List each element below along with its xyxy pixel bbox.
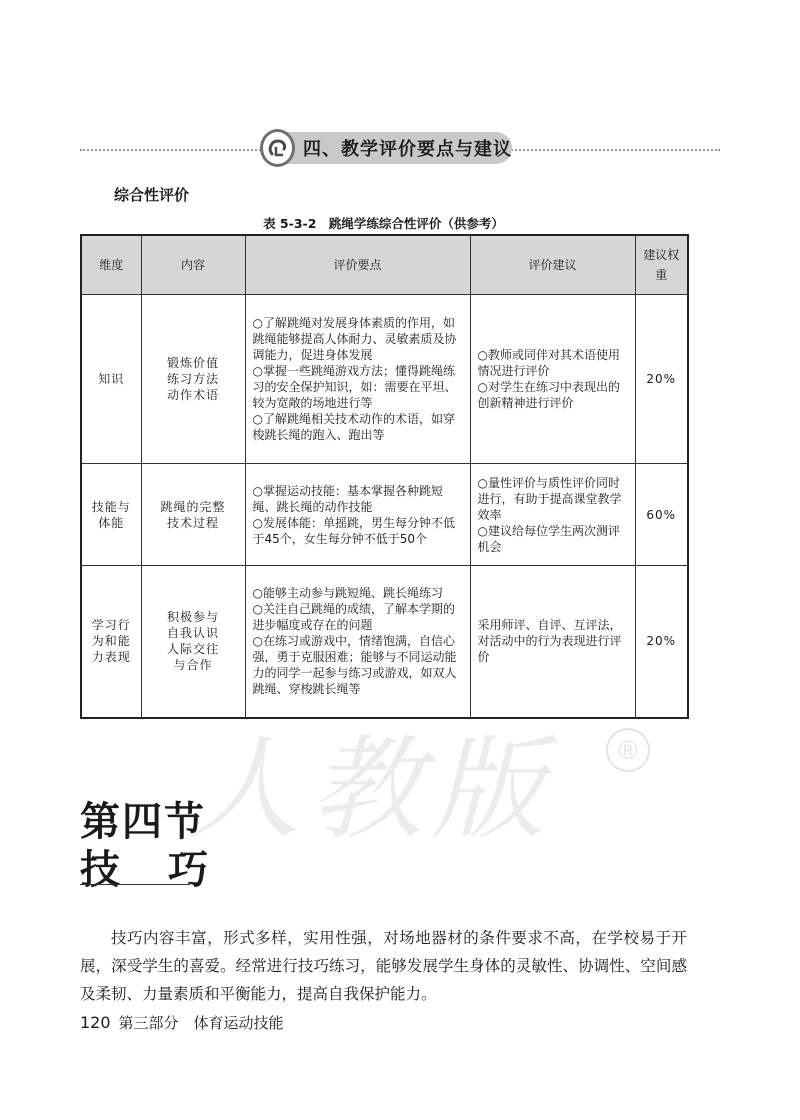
dimension-cell <box>81 566 141 718</box>
content-line: 跳绳的完整 <box>160 499 226 514</box>
dimension-line: 体能 <box>98 515 125 530</box>
section-heading-banner <box>264 132 512 164</box>
point-item: ○发展体能：单摇跳，男生每分钟不低于45个，女生每分钟不低于50个 <box>252 515 455 546</box>
dimension-line: 为和能 <box>91 634 131 649</box>
point-item: ○能够主动参与跳短绳、跳长绳练习 <box>252 586 443 601</box>
point-item: ○了解跳绳对发展身体素质的作用，如跳绳能够提高人体耐力、灵敏素质及协调能力，促进身体发展 <box>252 316 457 362</box>
table-row <box>81 295 688 464</box>
weight-value: 60% <box>646 507 677 522</box>
point-item: ○了解跳绳相关技术动作的术语，如穿梭跳长绳的跑入、跑出等 <box>252 412 455 442</box>
content-line: 技术过程 <box>166 515 219 530</box>
weight-cell <box>635 295 688 464</box>
table-row <box>81 566 688 718</box>
publisher-watermark: 人教版 <box>188 725 554 855</box>
suggestion-item: ○建议给每位学生两次测评机会 <box>477 523 620 554</box>
section-label: 综合性评价 <box>114 186 190 204</box>
table-caption: 表 5-3-2 跳绳学练综合性评价（供参考） <box>263 216 504 231</box>
dimension-line: 学习行 <box>91 618 131 633</box>
suggestion-item: 采用师评、自评、互评法，对活动中的行为表现进行评价 <box>477 618 622 665</box>
column-header: 维度 <box>81 235 141 295</box>
column-header: 评价建议 <box>470 235 635 295</box>
content-cell <box>141 295 245 464</box>
weight-cell <box>635 566 688 718</box>
suggestions-cell <box>470 295 635 464</box>
content-cell <box>141 464 245 566</box>
point-item: ○掌握一些跳绳游戏方法；懂得跳绳练习的安全保护知识，如：需要在平坦、较为宽敞的场地进行等 <box>252 364 457 410</box>
body-paragraph: 技巧内容丰富，形式多样，实用性强，对场地器材的条件要求不高，在学校易于开展，深受学生的喜爱。经常进行技巧练习，能够发展学生身体的灵敏性、协调性、空间感及柔韧、力量素质和平衡能力，提高自我保护能力。 <box>80 928 687 1003</box>
suggestions-cell <box>470 464 635 566</box>
point-item: ○在练习或游戏中，情绪饱满，自信心强，勇于克服困难；能够与不同运动能力的同学一起参与练习或游戏，如双人跳绳、穿梭跳长绳等 <box>252 634 457 697</box>
dimension-cell <box>81 464 141 566</box>
content-line: 自我认识 <box>166 626 219 641</box>
point-item: ○掌握运动技能：基本掌握各种跳短绳、跳长绳的动作技能 <box>252 483 443 514</box>
dimension-cell <box>81 295 141 464</box>
textbook-logo-icon <box>260 129 295 167</box>
content-cell <box>141 566 245 718</box>
suggestion-item: ○教师或同伴对其术语使用情况进行评价 <box>477 348 620 378</box>
column-header: 内容 <box>141 235 245 295</box>
part-title: 第三部分 体育运动技能 <box>118 1014 284 1032</box>
weight-value: 20% <box>646 634 677 649</box>
weight-cell <box>635 464 688 566</box>
section-number: 第四节 <box>80 798 206 845</box>
suggestions-cell <box>470 566 635 718</box>
points-cell <box>245 295 470 464</box>
section-heading-title: 四、教学评价要点与建议 <box>303 139 512 160</box>
content-line: 与合作 <box>173 658 213 673</box>
evaluation-table <box>80 234 689 719</box>
column-header: 评价要点 <box>245 235 470 295</box>
content-line: 动作术语 <box>166 388 219 402</box>
section-title: 技巧 <box>80 846 256 893</box>
weight-value: 20% <box>646 372 677 386</box>
registered-mark: ® <box>606 728 650 772</box>
suggestion-item: ○量性评价与质性评价同时进行，有助于提高课堂教学效率 <box>477 475 622 522</box>
content-line: 练习方法 <box>166 372 219 386</box>
content-line: 锻炼价值 <box>166 356 219 370</box>
table-header-row <box>81 235 688 295</box>
column-header: 建议权重 <box>635 235 688 295</box>
page-number: 120 <box>80 1013 111 1032</box>
content-line: 人际交往 <box>166 642 219 657</box>
section-title-rule <box>80 884 190 885</box>
dimension-line: 技能与 <box>91 499 131 514</box>
dimension-line: 力表现 <box>91 650 131 665</box>
point-item: ○关注自己跳绳的成绩，了解本学期的进步幅度或存在的问题 <box>252 602 455 633</box>
points-cell <box>245 566 470 718</box>
dimension-text: 知识 <box>98 372 125 386</box>
suggestion-item: ○对学生在练习中表现出的创新精神进行评价 <box>477 380 620 410</box>
page-footer <box>80 1012 284 1033</box>
table-row <box>81 464 688 566</box>
points-cell <box>245 464 470 566</box>
content-line: 积极参与 <box>166 610 219 625</box>
